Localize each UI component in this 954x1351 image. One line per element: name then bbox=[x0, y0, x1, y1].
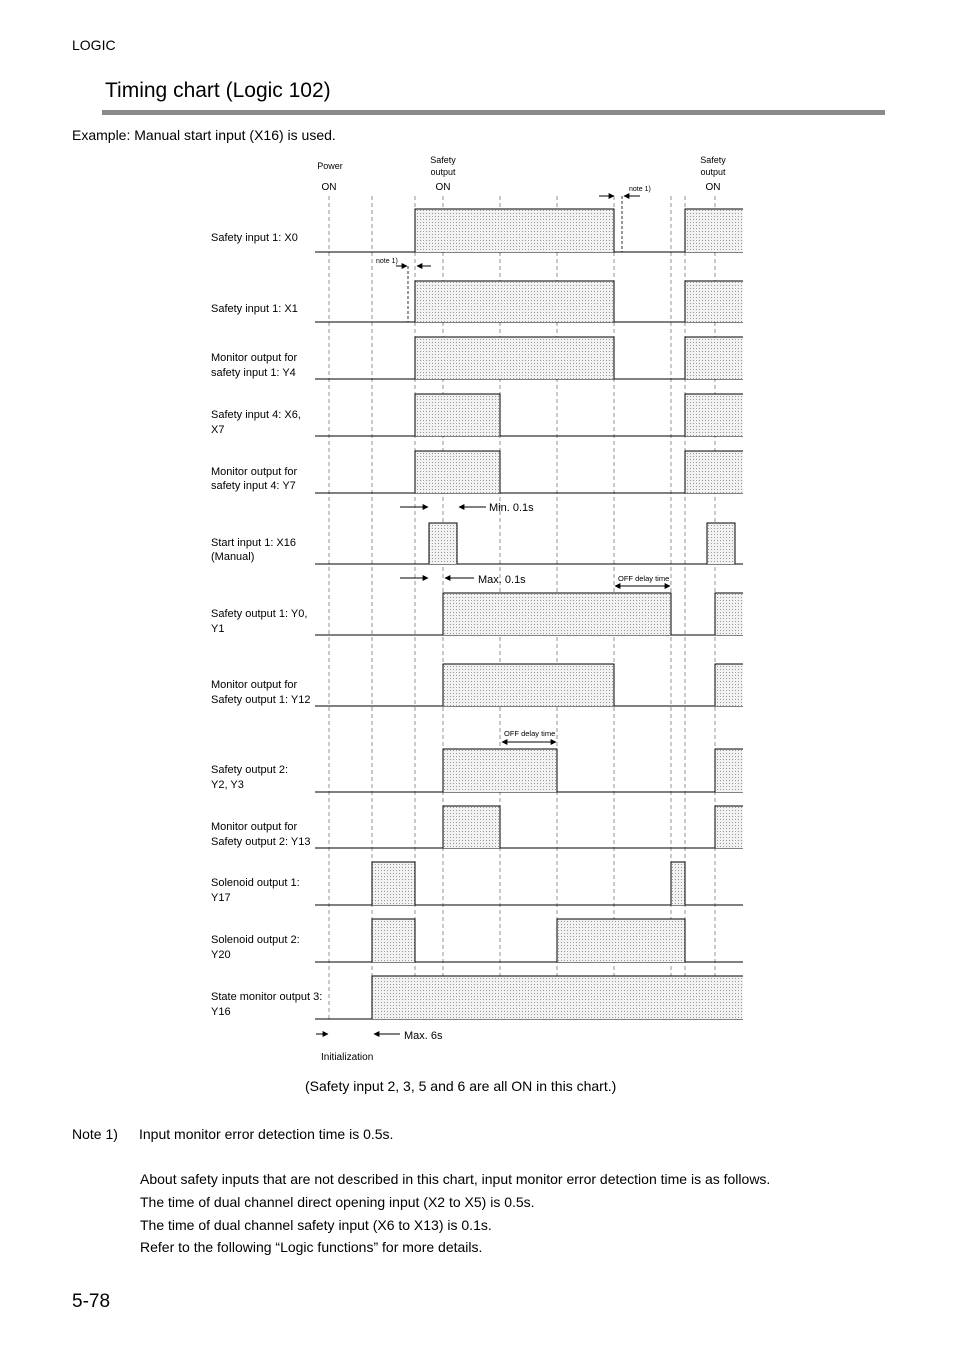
top-label-text: Safety bbox=[430, 155, 456, 165]
signal-x1 bbox=[211, 281, 743, 322]
signal-label: Safety output 1: Y12 bbox=[211, 694, 311, 706]
signal-y0-y1 bbox=[211, 593, 743, 635]
signal-y17 bbox=[211, 862, 743, 905]
top-label-safety-output-2 bbox=[700, 155, 726, 193]
pulse-fill bbox=[443, 593, 671, 635]
signal-label: Start input 1: X16 bbox=[211, 537, 296, 549]
top-label-text: output bbox=[430, 167, 456, 177]
signal-x6-x7 bbox=[211, 394, 743, 436]
pulse-fill bbox=[415, 394, 500, 436]
note1-label-top: note 1) bbox=[629, 186, 651, 193]
signal-label: Y1 bbox=[211, 623, 225, 635]
min-label: Min. 0.1s bbox=[489, 502, 534, 514]
signal-label: Y2, Y3 bbox=[211, 779, 244, 791]
signal-label: safety input 1: Y4 bbox=[211, 367, 296, 379]
off-delay-label-1: OFF delay time bbox=[618, 574, 670, 583]
top-label-state: ON bbox=[321, 182, 337, 193]
top-label-state: ON bbox=[705, 182, 721, 193]
pulse-fill bbox=[685, 451, 743, 493]
signal-label: X7 bbox=[211, 424, 225, 436]
signal-y16 bbox=[211, 976, 743, 1019]
initialization-label: Initialization bbox=[321, 1052, 374, 1063]
pulse-fill bbox=[685, 394, 743, 436]
signal-y12 bbox=[211, 664, 743, 706]
pulse-fill bbox=[715, 806, 743, 848]
signal-label: Monitor output for bbox=[211, 352, 298, 364]
signal-y2-y3 bbox=[211, 749, 743, 792]
chart-caption: (Safety input 2, 3, 5 and 6 are all ON in this chart.) bbox=[305, 1078, 617, 1094]
signal-label: Y20 bbox=[211, 949, 231, 961]
top-label-safety-output-1 bbox=[430, 155, 456, 193]
signal-label: Y16 bbox=[211, 1006, 231, 1018]
signal-label: Safety output 2: Y13 bbox=[211, 836, 311, 848]
top-label-state: ON bbox=[435, 182, 451, 193]
pulse-fill bbox=[707, 523, 735, 564]
pulse-fill bbox=[685, 337, 743, 379]
pulse-fill bbox=[372, 976, 743, 1019]
pulse-fill bbox=[372, 919, 415, 962]
signal-label: Safety input 1: X0 bbox=[211, 232, 298, 244]
note-text: Input monitor error detection time is 0.5s. bbox=[139, 1126, 394, 1142]
pulse-fill bbox=[415, 209, 614, 252]
note-detail: About safety inputs that are not described in this chart, input monitor error detection time is as follows. bbox=[140, 1171, 771, 1187]
signal-label: Safety input 1: X1 bbox=[211, 303, 298, 315]
pulse-fill bbox=[685, 209, 743, 252]
signal-label: State monitor output 3: bbox=[211, 991, 323, 1003]
signal-y7 bbox=[211, 451, 743, 493]
pulse-fill bbox=[372, 862, 415, 905]
pulse-fill bbox=[443, 806, 500, 848]
pulse-fill bbox=[415, 281, 614, 322]
max01-label: Max. 0.1s bbox=[478, 574, 526, 586]
signal-label: Y17 bbox=[211, 892, 231, 904]
pulse-fill bbox=[415, 451, 500, 493]
signal-x0 bbox=[211, 209, 743, 252]
signal-y4 bbox=[211, 337, 743, 379]
signal-label: safety input 4: Y7 bbox=[211, 480, 296, 492]
signal-y20 bbox=[211, 919, 743, 962]
pulse-fill bbox=[715, 749, 743, 792]
signal-label: Monitor output for bbox=[211, 466, 298, 478]
note1-label-x1: note 1) bbox=[376, 258, 398, 265]
top-label-text: Safety bbox=[700, 155, 726, 165]
signal-label: Safety output 1: Y0, bbox=[211, 608, 308, 620]
max6-label: Max. 6s bbox=[404, 1030, 443, 1042]
pulse-fill bbox=[429, 523, 457, 564]
signal-label: (Manual) bbox=[211, 551, 255, 563]
signal-label: Solenoid output 1: bbox=[211, 877, 300, 889]
note-label: Note 1) bbox=[72, 1126, 118, 1142]
off-delay-label-2: OFF delay time bbox=[504, 729, 556, 738]
pulse-fill bbox=[443, 749, 557, 792]
top-label-power bbox=[317, 161, 343, 193]
pulse-fill bbox=[685, 281, 743, 322]
page-title: Timing chart (Logic 102) bbox=[105, 79, 331, 102]
page-number: 5-78 bbox=[72, 1291, 111, 1312]
section-label: LOGIC bbox=[72, 37, 116, 53]
pulse-fill bbox=[715, 593, 743, 635]
example-text: Example: Manual start input (X16) is used. bbox=[72, 127, 336, 143]
signal-x16 bbox=[211, 523, 743, 564]
pulse-fill bbox=[715, 664, 743, 706]
signal-label: Solenoid output 2: bbox=[211, 934, 300, 946]
note-detail: The time of dual channel safety input (X6 to X13) is 0.1s. bbox=[140, 1217, 492, 1233]
signal-label: Monitor output for bbox=[211, 679, 298, 691]
top-label-text: Power bbox=[317, 161, 343, 171]
signal-y13 bbox=[211, 806, 743, 848]
pulse-fill bbox=[415, 337, 614, 379]
signal-label: Safety input 4: X6, bbox=[211, 409, 301, 421]
pulse-fill bbox=[557, 919, 685, 962]
signal-label: Monitor output for bbox=[211, 821, 298, 833]
pulse-fill bbox=[443, 664, 614, 706]
pulse-fill bbox=[671, 862, 685, 905]
top-label-text: output bbox=[700, 167, 726, 177]
note-detail: Refer to the following “Logic functions” for more details. bbox=[140, 1239, 483, 1255]
note-detail: The time of dual channel direct opening input (X2 to X5) is 0.5s. bbox=[140, 1194, 535, 1210]
signal-label: Safety output 2: bbox=[211, 764, 289, 776]
